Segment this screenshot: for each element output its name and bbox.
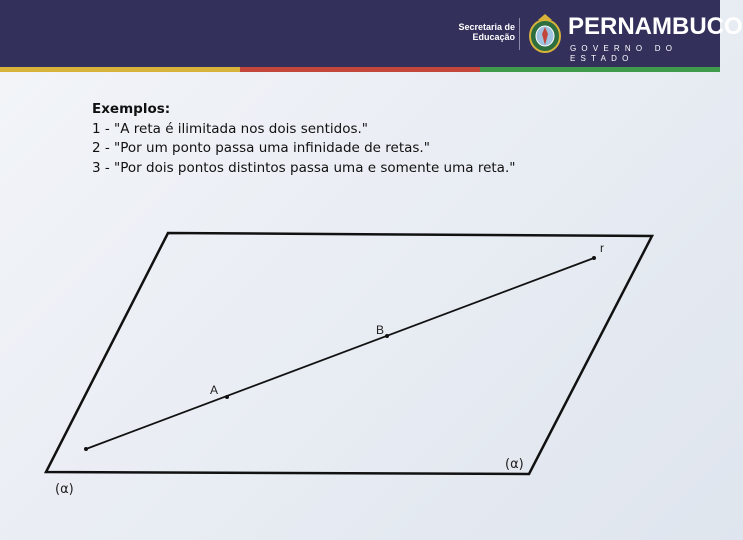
example-item-1: 1 - "A reta é ilimitada nos dois sentidos." [92, 120, 368, 137]
secretaria-line-2: Educação [472, 32, 515, 42]
point-b-label: B [376, 323, 385, 337]
line-endpoint-right [592, 256, 596, 260]
example-item-3: 3 - "Por dois pontos distintos passa uma e somente uma reta." [92, 159, 516, 176]
example-item-2: 2 - "Por um ponto passa uma infinidade de retas." [92, 140, 430, 156]
point-a-dot [225, 395, 229, 399]
government-subtitle: GOVERNO DO ESTADO [570, 44, 678, 63]
secretaria-line-1: Secretaria de [458, 22, 515, 32]
point-b-dot [385, 334, 389, 338]
line-r-label: r [600, 241, 604, 255]
line-r [86, 258, 594, 449]
point-a-label: A [210, 383, 219, 397]
line-endpoint-left [84, 447, 88, 451]
brand-name: PERNAMBUCO [568, 13, 743, 40]
plane-parallelogram [46, 233, 652, 474]
plane-label-right: (α) [505, 457, 524, 472]
examples-title: Exemplos: [92, 101, 171, 117]
plane-label-left: (α) [55, 482, 74, 497]
